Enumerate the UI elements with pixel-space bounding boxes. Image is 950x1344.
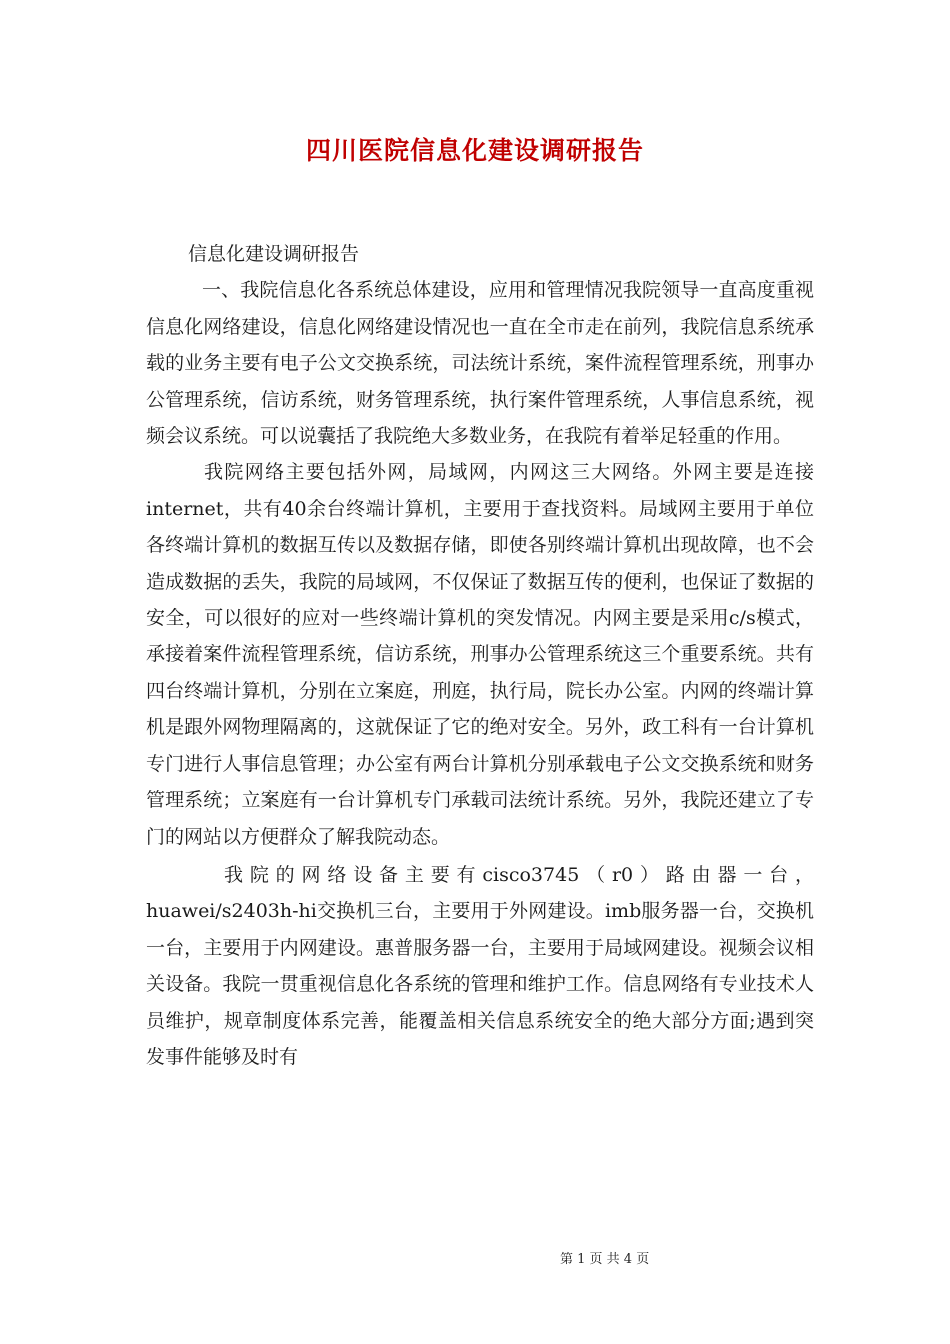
- report-subtitle: 信息化建设调研报告: [188, 243, 360, 265]
- page-number-footer: 第 1 页 共 4 页: [560, 1252, 650, 1267]
- paragraph-overview: 一、我院信息化各系统总体建设，应用和管理情况我院领导一直高度重视信息化网络建设，信息化网络建设情况也一直在全市走在前列，我院信息系统承载的业务主要有电子公文交换系统，司法统计系统，案件流程管理系统，刑事办公管理系统，信访系统，财务管理系统，执行案件管理系统，人事信息系统，视频会议系统。可以说囊括了我院绝大多数业务，在我院有着举足轻重的作用。: [146, 279, 814, 448]
- paragraph-network: 我院网络主要包括外网，局域网，内网这三大网络。外网主要是连接internet，共有40余台终端计算机，主要用于查找资料。局域网主要用于单位各终端计算机的数据互传以及数据存储，即使各别终端计算机出现故障，也不会造成数据的丢失，我院的局域网，不仅保证了数据互传的便利，也保证了数据的安全，可以很好的应对一些终端计算机的突发情况。内网主要是采用c/s模式，承接着案件流程管理系统，信访系统，刑事办公管理系统这三个重要系统。共有四台终端计算机，分别在立案庭，刑庭，执行局，院长办公室。内网的终端计算机是跟外网物理隔离的，这就保证了它的绝对安全。另外，政工科有一台计算机专门进行人事信息管理；办公室有两台计算机分别承载电子公文交换系统和财务管理系统；立案庭有一台计算机专门承载司法统计系统。另外，我院还建立了专门的网站以方便群众了解我院动态。: [146, 461, 814, 848]
- document-body: [146, 236, 814, 1075]
- document-title: 四川医院信息化建设调研报告: [305, 136, 644, 165]
- paragraph-equipment: 我院的网络设备主要有cisco3745（r0）路由器一台，huawei/s2403h-hi交换机三台，主要用于外网建设。imb服务器一台，交换机一台，主要用于内网建设。惠普服务器一台，主要用于局域网建设。视频会议相关设备。我院一贯重视信息化各系统的管理和维护工作。信息网络有专业技术人员维护，规章制度体系完善，能覆盖相关信息系统安全的绝大部分方面;遇到突发事件能够及时有: [146, 863, 814, 1068]
